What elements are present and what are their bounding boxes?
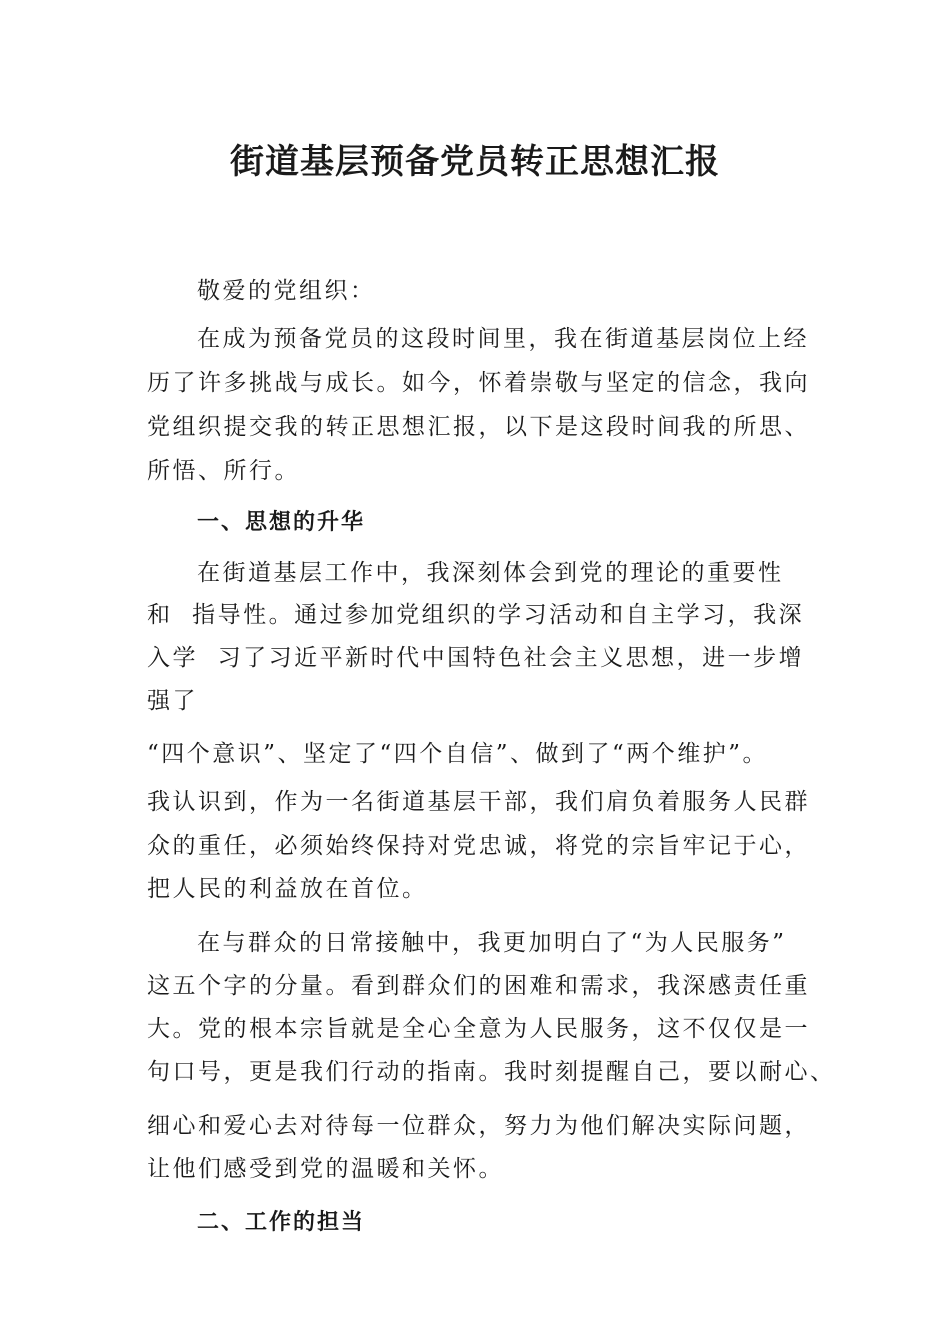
intro-line-4: 所悟、所行。	[147, 458, 300, 484]
section-1-para-2-line-4: 把人民的利益放在首位。	[147, 876, 428, 902]
section-1-para-3-line-2: 这五个字的分量。看到群众们的困难和需求，我深感责任重	[147, 973, 810, 999]
section-1-para-1-line-1: 在街道基层工作中，我深刻体会到党的理论的重要性	[197, 560, 784, 586]
section-1-heading: 一、思想的升华	[197, 510, 366, 535]
section-1-para-3-line-3: 大。党的根本宗旨就是全心全意为人民服务，这不仅仅是一	[147, 1016, 810, 1042]
intro-line-2: 历了许多挑战与成长。如今，怀着崇敬与坚定的信念，我向	[147, 370, 810, 396]
section-1-para-1-line-4: 强了	[147, 688, 198, 714]
salutation: 敬爱的党组织：	[197, 278, 376, 304]
section-1-para-1-line-3: 入学 习了习近平新时代中国特色社会主义思想，进一步增	[147, 645, 805, 671]
section-2-heading: 二、工作的担当	[197, 1210, 366, 1235]
intro-line-3: 党组织提交我的转正思想汇报，以下是这段时间我的所思、	[147, 414, 810, 440]
section-1-para-1-line-2: 和 指导性。通过参加党组织的学习活动和自主学习，我深	[147, 602, 805, 628]
section-1-para-2-line-3: 众的重任，必须始终保持对党忠诚，将党的宗旨牢记于心，	[147, 833, 810, 859]
intro-line-1: 在成为预备党员的这段时间里，我在街道基层岗位上经	[197, 326, 809, 352]
section-1-para-3-line-4: 句口号，更是我们行动的指南。我时刻提醒自己，要以耐心、	[147, 1059, 836, 1085]
section-1-para-3-line-6: 让他们感受到党的温暖和关怀。	[147, 1156, 504, 1182]
section-1-para-3-line-5: 细心和爱心去对待每一位群众，努力为他们解决实际问题，	[147, 1113, 810, 1139]
section-1-para-3-line-1: 在与群众的日常接触中，我更加明白了“为人民服务”	[197, 930, 787, 956]
document-title: 街道基层预备党员转正思想汇报	[230, 142, 720, 182]
section-1-para-2-line-1: “四个意识”、坚定了“四个自信”、做到了“两个维护”。	[147, 741, 769, 767]
section-1-para-2-line-2: 我认识到，作为一名街道基层干部，我们肩负着服务人民群	[147, 789, 810, 815]
